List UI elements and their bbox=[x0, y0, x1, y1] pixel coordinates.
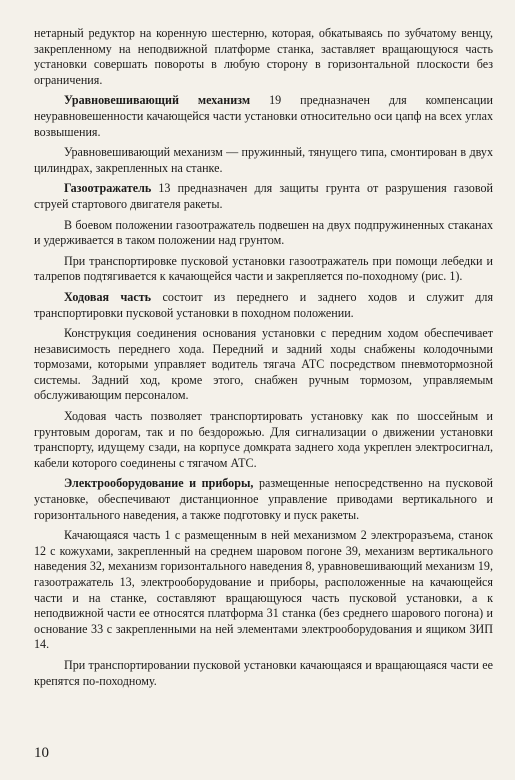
paragraph-3-text: Уравновешивающий механизм — пружинный, тянущего типа, смонтирован в двух цилиндрах, закрепленных на станке. bbox=[34, 145, 493, 175]
paragraph-2 bbox=[34, 93, 493, 140]
paragraph-6 bbox=[34, 254, 493, 285]
paragraph-4-heading: Газоотражатель bbox=[64, 181, 152, 196]
paragraph-10 bbox=[34, 476, 493, 523]
paragraph-9 bbox=[34, 409, 493, 471]
paragraph-4-text: 13 предназначен для защиты грунта от разрушения газовой струей стартового двигателя ракеты. bbox=[34, 181, 493, 211]
paragraph-12 bbox=[34, 658, 493, 689]
paragraph-8 bbox=[34, 326, 493, 404]
page-number: 10 bbox=[34, 745, 49, 761]
paragraph-2-heading: Уравновешивающий механизм bbox=[64, 93, 251, 108]
paragraph-6-text: При транспортировке пусковой установки газоотражатель при помощи лебедки и талрепов подтягивается к качающейся части и закрепляется по-походному (рис. 1). bbox=[34, 253, 493, 284]
paragraph-8-text: Конструкция соединения основания установки с передним ходом обеспечивает независимость переднего хода. Передний и задний ходы снабжены колодочными тормозами, которыми управляет водитель тягача АТС посредством пневмотормозной системы. Задний ход, кроме этого, снабжен ручным тормозом, управляемым обслуживающим персоналом. bbox=[34, 326, 493, 403]
paragraph-5-text: В боевом положении газоотражатель подвешен на двух подпружиненных стаканах и удерживается в таком положении над грунтом. bbox=[34, 217, 493, 248]
paragraph-3 bbox=[34, 145, 493, 176]
paragraph-7 bbox=[34, 290, 493, 321]
paragraph-10-heading: Электрооборудование и приборы, bbox=[64, 476, 254, 491]
paragraph-11 bbox=[34, 528, 493, 653]
paragraph-5 bbox=[34, 218, 493, 249]
paragraph-10-text: размещенные непосредственно на пусковой установке, обеспечивают дистанционное управление приводами вертикального и горизонтального наведения, а также подготовку и пуск ракеты. bbox=[34, 476, 494, 522]
paragraph-7-text: состоит из переднего и заднего ходов и служит для транспортировки пусковой установки в походном положении. bbox=[34, 289, 494, 320]
paragraph-7-heading: Ходовая часть bbox=[64, 289, 152, 304]
paragraph-1 bbox=[34, 26, 493, 88]
paragraph-2-text: 19 предназначен для компенсации неуравновешенности качающейся части установки относительно оси цапф на всех углах возвышения. bbox=[34, 93, 493, 139]
paragraph-11-text: Качающаяся часть 1 с размещенным в ней механизмом 2 электроразъема, станок 12 с кожухами, закрепленный на среднем шаровом погоне 39, механизм вертикального наведения 32, механизм горизонтального наведения 8, уравновешивающий механизм 19, газоотражатель 13, электрооборудование и приборы, расположенные на качающейся части и на станке, составляют вращающуюся часть пусковой установки, а к неподвижной части ее относятся платформа 31 станка (без среднего шарового погона) и основание 33 с закрепленными на ней элементами электрооборудования и ящиком ЗИП 14. bbox=[34, 528, 493, 652]
paragraph-12-text: При транспортировании пусковой установки качающаяся и вращающаяся части ее крепятся по-походному. bbox=[34, 657, 493, 688]
paragraph-4 bbox=[34, 181, 493, 212]
paragraph-9-text: Ходовая часть позволяет транспортировать установку как по шоссейным и грунтовым дорогам, так и по бездорожью. Для сигнализации о движении установки транспорту, идущему сзади, на корпусе домкрата заднего хода укреплен электросигнал, кабели которого соединены с тягачом АТС. bbox=[34, 409, 493, 470]
paragraph-1-text: нетарный редуктор на коренную шестерню, которая, обкатываясь по зубчатому венцу, закрепленному на неподвижной платформе станка, заставляет вращающуюся часть установки совершать повороты в любую сторону в горизонтальной плоскости без ограничения. bbox=[34, 26, 493, 87]
